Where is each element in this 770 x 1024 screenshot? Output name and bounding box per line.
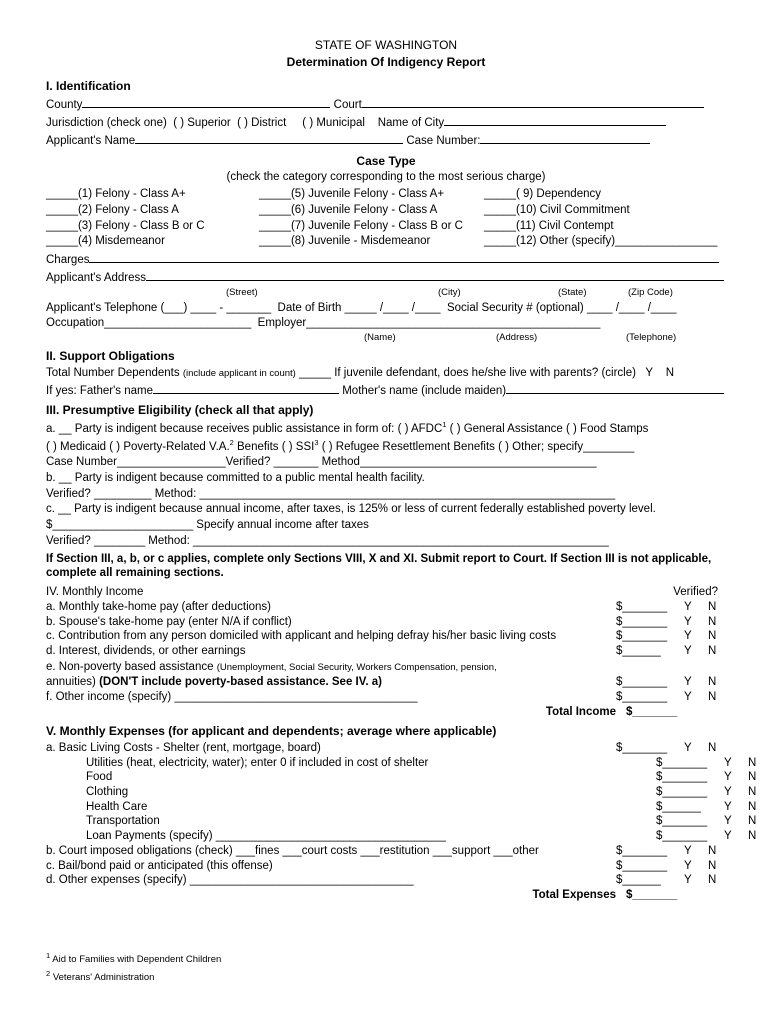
case-type-option-11[interactable]: _____(11) Civil Contempt bbox=[484, 219, 614, 232]
income-row bbox=[46, 690, 726, 705]
expense-row bbox=[46, 844, 726, 859]
employer-field[interactable]: Employer______________________________________________ bbox=[257, 317, 601, 330]
expense-food-amount[interactable]: $_______ bbox=[656, 771, 708, 784]
footnote-1-marker: 1 bbox=[46, 951, 51, 961]
expense-loan-payments-verified-yes[interactable]: Y bbox=[724, 830, 732, 843]
expense-other-amount[interactable]: $______ bbox=[616, 874, 661, 887]
income-e-label: e. Non-poverty based assistance bbox=[46, 660, 214, 673]
expense-transportation-verified-no[interactable]: N bbox=[748, 815, 757, 828]
income-d-amount[interactable]: $______ bbox=[616, 644, 661, 657]
juvenile-parents-question: If juvenile defendant, does he/she live with parents? (circle) bbox=[334, 367, 636, 380]
section3-a-medicaid[interactable]: ( ) Medicaid ( ) Poverty-Related V.A. bbox=[46, 440, 230, 453]
expense-row bbox=[46, 785, 757, 800]
document-title: Determination Of Indigency Report bbox=[286, 55, 486, 70]
income-b-verified-yes[interactable]: Y bbox=[684, 615, 692, 628]
section-4-header-row bbox=[46, 585, 726, 600]
footnote-1 bbox=[46, 951, 221, 966]
applicant-name-input[interactable] bbox=[135, 132, 403, 144]
expense-healthcare-verified-yes[interactable]: Y bbox=[724, 800, 732, 813]
income-e-annuities: annuities) bbox=[46, 676, 96, 689]
occupation-field[interactable]: Occupation_______________________ bbox=[46, 317, 252, 330]
jurisdiction-label: Jurisdiction (check one) bbox=[46, 116, 167, 129]
income-c-label: c. Contribution from any person domiciled with applicant and helping defray his/her basic living costs bbox=[46, 630, 557, 643]
income-b-verified-no[interactable]: N bbox=[708, 615, 717, 628]
applicant-address-row bbox=[46, 269, 726, 286]
applicant-address-input[interactable] bbox=[146, 269, 724, 281]
applicant-telephone-field[interactable]: Applicant's Telephone (___) ____ - _______ bbox=[46, 301, 272, 314]
father-name-input[interactable] bbox=[153, 382, 339, 394]
section3-a-benefits[interactable]: Benefits ( ) SSI bbox=[233, 440, 315, 453]
mother-name-input[interactable] bbox=[506, 382, 724, 394]
expense-bail-label: c. Bail/bond paid or anticipated (this offense) bbox=[46, 859, 273, 872]
juvenile-parents-yes[interactable]: Y bbox=[645, 367, 654, 380]
section3-a-line1 bbox=[46, 420, 726, 437]
expense-healthcare-amount[interactable]: $______ bbox=[656, 800, 701, 813]
income-e-warning: (DON'T include poverty-based assistance. See IV. a) bbox=[99, 676, 382, 689]
section3-a-line2 bbox=[46, 438, 726, 455]
juvenile-parents-no[interactable]: N bbox=[665, 367, 675, 380]
dependents-row bbox=[46, 366, 726, 381]
case-number-input[interactable] bbox=[480, 132, 650, 144]
section-4-heading: IV. Monthly Income bbox=[46, 586, 144, 599]
total-income-row bbox=[46, 705, 726, 720]
expense-row bbox=[46, 873, 726, 888]
address-sublabel-state: (State) bbox=[558, 286, 587, 298]
income-f-label[interactable]: f. Other income (specify) ______________________________________ bbox=[46, 691, 418, 704]
dependents-label: Total Number Dependents bbox=[46, 367, 180, 380]
county-court-row bbox=[46, 96, 726, 113]
expense-utilities-verified-yes[interactable]: Y bbox=[724, 756, 732, 769]
income-c-verified-no[interactable]: N bbox=[708, 630, 717, 643]
court-input[interactable] bbox=[362, 96, 704, 108]
expense-utilities-verified-no[interactable]: N bbox=[748, 756, 757, 769]
income-a-amount[interactable]: $_______ bbox=[616, 600, 668, 613]
employer-sublabel-name: (Name) bbox=[364, 332, 396, 344]
income-a-verified-no[interactable]: N bbox=[708, 600, 717, 613]
jurisdiction-municipal-checkbox[interactable]: ( ) Municipal bbox=[302, 116, 365, 129]
section3-a-other[interactable]: ( ) Refugee Resettlement Benefits ( ) Other; specify________ bbox=[318, 440, 635, 453]
expense-bail-verified-yes[interactable]: Y bbox=[684, 859, 692, 872]
state-heading: STATE OF WASHINGTON bbox=[314, 38, 458, 52]
name-of-city-input[interactable] bbox=[444, 114, 666, 126]
total-expenses-label: Total Expenses bbox=[532, 889, 616, 902]
name-of-city-label: Name of City bbox=[377, 116, 445, 129]
footnotes bbox=[46, 949, 221, 984]
expense-row bbox=[46, 741, 726, 756]
income-row bbox=[46, 644, 726, 659]
expense-bail-verified-no[interactable]: N bbox=[708, 859, 717, 872]
expense-healthcare-verified-no[interactable]: N bbox=[748, 800, 757, 813]
expense-row bbox=[46, 829, 757, 844]
case-type-option-9[interactable]: _____( 9) Dependency bbox=[484, 188, 601, 201]
expense-row bbox=[46, 770, 757, 785]
expense-healthcare-label: Health Care bbox=[86, 800, 148, 813]
case-type-title: Case Type bbox=[356, 154, 416, 169]
case-type-option-2[interactable]: _____(2) Felony - Class A bbox=[46, 204, 179, 217]
section3-c-amount[interactable]: $______________________ Specify annual income after taxes bbox=[46, 519, 369, 532]
verified-column-header: Verified? bbox=[673, 586, 718, 599]
ssn-field[interactable]: Social Security # (optional) ____ /____ /____ bbox=[446, 301, 677, 314]
county-label: County bbox=[46, 99, 83, 112]
footnote-2-marker: 2 bbox=[46, 968, 51, 978]
charges-row bbox=[46, 251, 726, 268]
income-c-amount[interactable]: $_______ bbox=[616, 630, 668, 643]
expense-loan-payments-verified-no[interactable]: N bbox=[748, 830, 757, 843]
footnote-2-text: Veterans' Administration bbox=[52, 971, 155, 983]
case-type-subtitle: (check the category corresponding to the most serious charge) bbox=[226, 170, 546, 183]
section3-a-text-cont[interactable]: ( ) General Assistance ( ) Food Stamps bbox=[446, 423, 649, 436]
income-row bbox=[46, 629, 726, 644]
jurisdiction-row bbox=[46, 114, 726, 131]
total-expenses-row bbox=[46, 888, 726, 903]
address-sublabel-street: (Street) bbox=[226, 286, 258, 298]
section3-c-line[interactable]: c. __ Party is indigent because annual income, after taxes, is 125% or less of current federally established poverty level. bbox=[46, 503, 656, 516]
income-e-amount[interactable]: $_______ bbox=[616, 676, 668, 689]
parent-names-row bbox=[46, 382, 726, 399]
expense-utilities-amount[interactable]: $_______ bbox=[656, 756, 708, 769]
employer-sublabel-address: (Address) bbox=[496, 332, 538, 344]
expense-row bbox=[46, 756, 757, 771]
expense-food-label: Food bbox=[86, 771, 113, 784]
expense-food-verified-no[interactable]: N bbox=[748, 771, 757, 784]
income-a-verified-yes[interactable]: Y bbox=[684, 600, 692, 613]
case-type-option-12[interactable]: _____(12) Other (specify)________________ bbox=[484, 235, 718, 248]
total-income-label: Total Income bbox=[545, 705, 616, 718]
section3-c-verified[interactable]: Verified? ________ Method: _________________________________________________________________ bbox=[46, 534, 609, 547]
address-sublabels bbox=[46, 287, 726, 300]
case-type-grid bbox=[46, 187, 726, 249]
total-income-amount[interactable]: $_______ bbox=[626, 705, 678, 718]
expense-clothing-verified-yes[interactable]: Y bbox=[724, 786, 732, 799]
applicant-name-label: Applicant's Name bbox=[46, 134, 136, 147]
expense-row bbox=[46, 859, 726, 874]
income-e-note: (Unemployment, Social Security, Workers Compensation, pension, bbox=[216, 661, 497, 673]
footnote-2 bbox=[46, 969, 221, 984]
telephone-dob-ssn-row bbox=[46, 301, 726, 316]
income-e-verified-no[interactable]: N bbox=[708, 676, 717, 689]
case-type-option-3[interactable]: _____(3) Felony - Class B or C bbox=[46, 219, 205, 232]
expense-food-verified-yes[interactable]: Y bbox=[724, 771, 732, 784]
applicant-address-label: Applicant's Address bbox=[46, 271, 147, 284]
section3-a-text[interactable]: a. __ Party is indigent because receives public assistance in form of: ( ) AFDC bbox=[46, 423, 443, 436]
charges-label: Charges bbox=[46, 254, 90, 267]
section3-b-verified[interactable]: Verified? _________ Method: _________________________________________________________________ bbox=[46, 487, 616, 500]
expense-court-obligations-verified-no[interactable]: N bbox=[708, 844, 717, 857]
income-e-verified-yes[interactable]: Y bbox=[684, 676, 692, 689]
expense-row bbox=[46, 814, 757, 829]
expense-loan-payments-label[interactable]: Loan Payments (specify) ____________________________________ bbox=[86, 830, 446, 843]
address-sublabel-city: (City) bbox=[438, 286, 461, 298]
income-a-label: a. Monthly take-home pay (after deductions) bbox=[46, 600, 272, 613]
expense-row bbox=[46, 800, 757, 815]
expense-other-verified-yes[interactable]: Y bbox=[684, 874, 692, 887]
case-type-option-5[interactable]: _____(5) Juvenile Felony - Class A+ bbox=[259, 188, 445, 201]
expense-loan-payments-amount[interactable]: $_______ bbox=[656, 830, 708, 843]
charges-input[interactable] bbox=[89, 251, 719, 263]
footnote-ref-1: 1 bbox=[442, 420, 447, 430]
footnote-ref-2: 2 bbox=[229, 437, 234, 447]
section3-b-line[interactable]: b. __ Party is indigent because committed to a public mental health facility. bbox=[46, 472, 425, 485]
income-f-amount[interactable]: $_______ bbox=[616, 691, 668, 704]
expense-clothing-amount[interactable]: $_______ bbox=[656, 786, 708, 799]
case-number-label: Case Number: bbox=[406, 134, 481, 147]
father-name-label: If yes: Father's name bbox=[46, 385, 154, 398]
case-type-option-10[interactable]: _____(10) Civil Commitment bbox=[484, 204, 630, 217]
jurisdiction-superior-checkbox[interactable]: ( ) Superior bbox=[173, 116, 231, 129]
section3-note: If Section III, a, b, or c applies, complete only Sections VIII, X and XI. Submit report to Court. If Section III is not applicable, complete all remaining sections. bbox=[46, 552, 712, 580]
expense-court-obligations-label[interactable]: b. Court imposed obligations (check) ___fines ___court costs ___restitution ___support ___other bbox=[46, 844, 539, 857]
employer-sublabel-telephone: (Telephone) bbox=[626, 332, 677, 344]
income-b-label: b. Spouse's take-home pay (enter N/A if conflict) bbox=[46, 615, 292, 628]
expense-a-label: a. Basic Living Costs - Shelter (rent, mortgage, board) bbox=[46, 741, 321, 754]
expense-a-verified-yes[interactable]: Y bbox=[684, 741, 692, 754]
income-d-label: d. Interest, dividends, or other earnings bbox=[46, 644, 246, 657]
section3-case-number-line[interactable]: Case Number_________________Verified? _______ Method_____________________________________ bbox=[46, 456, 597, 469]
applicant-name-row bbox=[46, 132, 726, 149]
expense-bail-amount[interactable]: $_______ bbox=[616, 859, 668, 872]
income-e-line2 bbox=[46, 675, 726, 690]
section-3-heading: III. Presumptive Eligibility (check all that apply) bbox=[46, 402, 314, 417]
income-f-verified-no[interactable]: N bbox=[708, 691, 717, 704]
total-expenses-amount[interactable]: $_______ bbox=[626, 889, 678, 902]
expense-other-label[interactable]: d. Other expenses (specify) ___________________________________ bbox=[46, 874, 414, 887]
expense-a-amount[interactable]: $_______ bbox=[616, 741, 668, 754]
occupation-employer-row bbox=[46, 316, 726, 331]
section-5-heading: V. Monthly Expenses (for applicant and dependents; average where applicable) bbox=[46, 723, 497, 738]
expense-clothing-verified-no[interactable]: N bbox=[748, 786, 757, 799]
income-e-line1 bbox=[46, 660, 726, 675]
income-d-verified-no[interactable]: N bbox=[708, 644, 717, 657]
expense-transportation-label: Transportation bbox=[86, 815, 160, 828]
income-row bbox=[46, 615, 726, 630]
section-1-heading: I. Identification bbox=[46, 78, 131, 93]
expense-other-verified-no[interactable]: N bbox=[708, 874, 717, 887]
footnote-ref-3: 3 bbox=[314, 437, 319, 447]
income-b-amount[interactable]: $_______ bbox=[616, 615, 668, 628]
case-type-option-8[interactable]: _____(8) Juvenile - Misdemeanor bbox=[259, 235, 431, 248]
section-2-heading: II. Support Obligations bbox=[46, 349, 175, 364]
case-type-option-7[interactable]: _____(7) Juvenile Felony - Class B or C bbox=[259, 219, 463, 232]
court-label: Court bbox=[333, 99, 362, 112]
case-type-option-6[interactable]: _____(6) Juvenile Felony - Class A bbox=[259, 204, 438, 217]
income-row bbox=[46, 600, 726, 615]
expense-court-obligations-amount[interactable]: $_______ bbox=[616, 844, 668, 857]
employer-sublabels bbox=[46, 332, 726, 345]
jurisdiction-district-checkbox[interactable]: ( ) District bbox=[237, 116, 287, 129]
address-sublabel-zip: (Zip Code) bbox=[628, 286, 673, 298]
income-f-verified-yes[interactable]: Y bbox=[684, 691, 692, 704]
expense-a-verified-no[interactable]: N bbox=[708, 741, 717, 754]
dependents-note: (include applicant in count) bbox=[182, 368, 296, 380]
expense-clothing-label: Clothing bbox=[86, 786, 129, 799]
expense-court-obligations-verified-yes[interactable]: Y bbox=[684, 844, 692, 857]
county-input[interactable] bbox=[82, 96, 330, 108]
footnote-1-text: Aid to Families with Dependent Children bbox=[52, 954, 222, 966]
case-type-option-1[interactable]: _____(1) Felony - Class A+ bbox=[46, 188, 186, 201]
expense-transportation-verified-yes[interactable]: Y bbox=[724, 815, 732, 828]
case-type-option-4[interactable]: _____(4) Misdemeanor bbox=[46, 235, 165, 248]
date-of-birth-field[interactable]: Date of Birth _____ /____ /____ bbox=[277, 301, 441, 314]
income-c-verified-yes[interactable]: Y bbox=[684, 630, 692, 643]
expense-utilities-label: Utilities (heat, electricity, water); enter 0 if included in cost of shelter bbox=[86, 756, 429, 769]
dependents-input[interactable]: _____ bbox=[299, 367, 332, 380]
income-d-verified-yes[interactable]: Y bbox=[684, 644, 692, 657]
expense-transportation-amount[interactable]: $_______ bbox=[656, 815, 708, 828]
mother-name-label: Mother's name (include maiden) bbox=[342, 385, 507, 398]
